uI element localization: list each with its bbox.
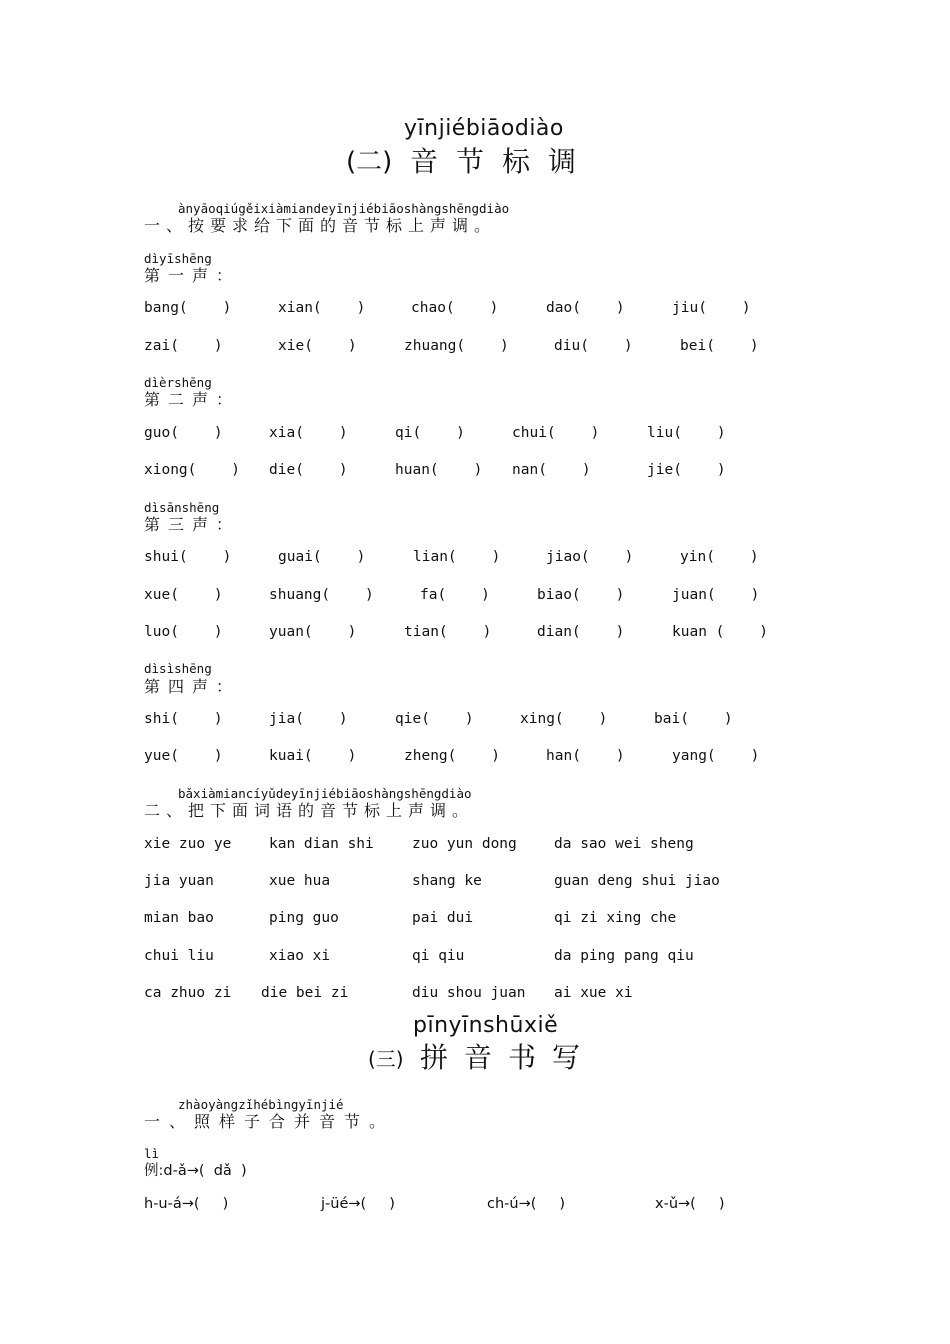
word-item: die bei zi — [261, 985, 349, 1001]
syllable-item: qie( ) — [395, 711, 474, 727]
word-item: diu shou juan — [412, 985, 526, 1001]
syllable-item: xue( ) — [144, 587, 223, 603]
syllable-item: qi( ) — [395, 425, 465, 441]
word-item: xiao xi — [269, 948, 331, 964]
syllable-item: xiong( ) — [144, 462, 241, 478]
word-item: zuo yun dong — [412, 836, 517, 852]
word-item: shang ke — [412, 873, 482, 889]
word-item: jia yuan — [144, 873, 214, 889]
word-item: mian bao — [144, 910, 214, 926]
q2-instruction: 二、把下面词语的音节标上声调。 — [144, 801, 475, 820]
syllable-item: dao( ) — [546, 300, 625, 316]
syllable-item: bai( ) — [654, 711, 733, 727]
syllable-item: kuan ( ) — [672, 624, 769, 640]
syllable-item: liu( ) — [647, 425, 726, 441]
word-item: ping guo — [269, 910, 339, 926]
tone1-label-pinyin: dìyīshēng — [144, 251, 212, 266]
merge-item: j-üé→( ) — [321, 1196, 395, 1212]
q2-instruction-pinyin: bǎxiàmiancíyǔdeyīnjiébiāoshàngshēngdiào — [178, 786, 472, 801]
syllable-item: diu( ) — [554, 338, 633, 354]
q1-instruction: 一、按要求给下面的音节标上声调。 — [144, 216, 497, 235]
word-item: xue hua — [269, 873, 331, 889]
syllable-item: yuan( ) — [269, 624, 357, 640]
tone2-label-pinyin: dìèrshēng — [144, 375, 212, 390]
syllable-item: chui( ) — [512, 425, 600, 441]
syllable-item: zai( ) — [144, 338, 223, 354]
tone3-label-pinyin: dìsānshēng — [144, 500, 220, 515]
syllable-item: jia( ) — [269, 711, 348, 727]
word-item: da ping pang qiu — [554, 948, 694, 964]
s3-q1-instruction: 一、照样子合并音节。 — [144, 1112, 395, 1131]
syllable-item: shui( ) — [144, 549, 232, 565]
section2-title-pinyin: yīnjiébiāodiào — [404, 116, 564, 141]
syllable-item: die( ) — [269, 462, 348, 478]
syllable-item: guo( ) — [144, 425, 223, 441]
syllable-item: zheng( ) — [404, 748, 501, 764]
tone1-label: 第一声： — [144, 266, 241, 285]
syllable-item: yin( ) — [680, 549, 759, 565]
merge-item: h-u-á→( ) — [144, 1196, 229, 1212]
syllable-item: jiu( ) — [672, 300, 751, 316]
word-item: guan deng shui jiao — [554, 873, 720, 889]
section3-title-pinyin: pīnyīnshūxiě — [413, 1013, 559, 1038]
syllable-item: chao( ) — [411, 300, 499, 316]
syllable-item: biao( ) — [537, 587, 625, 603]
s3-q1-instruction-pinyin: zhàoyàngzǐhébìngyīnjié — [178, 1097, 344, 1112]
tone2-label: 第二声： — [144, 390, 241, 409]
tone4-label-pinyin: dìsìshēng — [144, 661, 212, 676]
syllable-item: zhuang( ) — [404, 338, 509, 354]
word-item: kan dian shi — [269, 836, 374, 852]
syllable-item: luo( ) — [144, 624, 223, 640]
syllable-item: han( ) — [546, 748, 625, 764]
syllable-item: huan( ) — [395, 462, 483, 478]
syllable-item: xie( ) — [278, 338, 357, 354]
example-pinyin: lì — [144, 1146, 160, 1161]
syllable-item: yue( ) — [144, 748, 223, 764]
syllable-item: jiao( ) — [546, 549, 634, 565]
q1-instruction-pinyin: ànyāoqiúgěixiàmiandeyīnjiébiāoshàngshēngdiào — [178, 201, 510, 216]
syllable-item: juan( ) — [672, 587, 760, 603]
tone4-label: 第四声： — [144, 677, 241, 696]
syllable-item: nan( ) — [512, 462, 591, 478]
syllable-item: xia( ) — [269, 425, 348, 441]
word-item: da sao wei sheng — [554, 836, 694, 852]
syllable-item: bei( ) — [680, 338, 759, 354]
word-item: qi zi xing che — [554, 910, 677, 926]
section2-title: 音节标调 — [410, 145, 595, 178]
word-item: ai xue xi — [554, 985, 633, 1001]
example-item: 例:d-ǎ→( dǎ ) — [144, 1163, 247, 1179]
syllable-item: shi( ) — [144, 711, 223, 727]
word-item: ca zhuo zi — [144, 985, 232, 1001]
syllable-item: bang( ) — [144, 300, 232, 316]
word-item: chui liu — [144, 948, 214, 964]
section3-title: 拼音书写 — [420, 1041, 597, 1074]
syllable-item: xing( ) — [520, 711, 608, 727]
syllable-item: yang( ) — [672, 748, 760, 764]
section3-title-number: (三) — [368, 1047, 404, 1071]
syllable-item: guai( ) — [278, 549, 366, 565]
word-item: qi qiu — [412, 948, 465, 964]
merge-item: x-ǔ→( ) — [655, 1196, 725, 1212]
syllable-item: tian( ) — [404, 624, 492, 640]
syllable-item: lian( ) — [413, 549, 501, 565]
syllable-item: jie( ) — [647, 462, 726, 478]
syllable-item: shuang( ) — [269, 587, 374, 603]
word-item: xie zuo ye — [144, 836, 232, 852]
syllable-item: dian( ) — [537, 624, 625, 640]
tone3-label: 第三声： — [144, 515, 241, 534]
syllable-item: fa( ) — [420, 587, 490, 603]
syllable-item: kuai( ) — [269, 748, 357, 764]
syllable-item: xian( ) — [278, 300, 366, 316]
merge-item: ch-ú→( ) — [487, 1196, 566, 1212]
word-item: pai dui — [412, 910, 474, 926]
section2-title-number: (二) — [346, 147, 393, 177]
